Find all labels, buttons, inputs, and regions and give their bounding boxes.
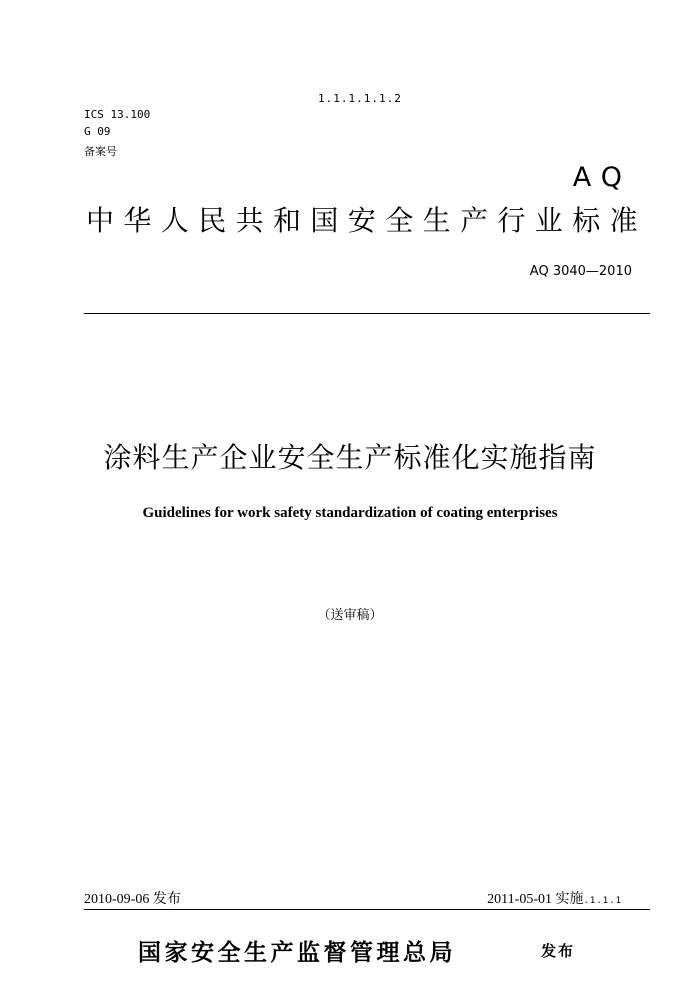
ics-code: ICS 13.100	[84, 108, 151, 121]
chinese-title: 涂料生产企业安全生产标准化实施指南	[103, 441, 597, 474]
english-title: Guidelines for work safety standardization of coating enterprises	[142, 505, 558, 521]
document-number: 1.1.1.1.1.2	[318, 92, 402, 105]
draft-status-note: （送审稿）	[317, 608, 383, 623]
standard-code-mark: AQ	[572, 162, 632, 193]
standard-number: AQ 3040—2010	[529, 264, 632, 279]
implementation-date-line	[487, 888, 622, 908]
classification-code: G 09	[84, 125, 111, 138]
issue-date-line	[84, 888, 181, 908]
filing-number-label: 备案号	[84, 145, 117, 158]
bottom-divider	[84, 909, 650, 910]
implementation-date: 2011-05-01	[487, 892, 552, 907]
issue-label: 发布	[152, 891, 181, 907]
implementation-label: 实施	[555, 891, 584, 907]
standard-category-title: 中华人民共和国安全生产行业标准	[86, 204, 648, 237]
implementation-suffix: .1.1.1	[583, 896, 622, 906]
top-divider	[84, 313, 650, 314]
issue-date: 2010-09-06	[84, 892, 150, 907]
issuer-action-label: 发布	[541, 942, 576, 960]
issuing-authority: 国家安全生产监督管理总局	[138, 940, 456, 966]
